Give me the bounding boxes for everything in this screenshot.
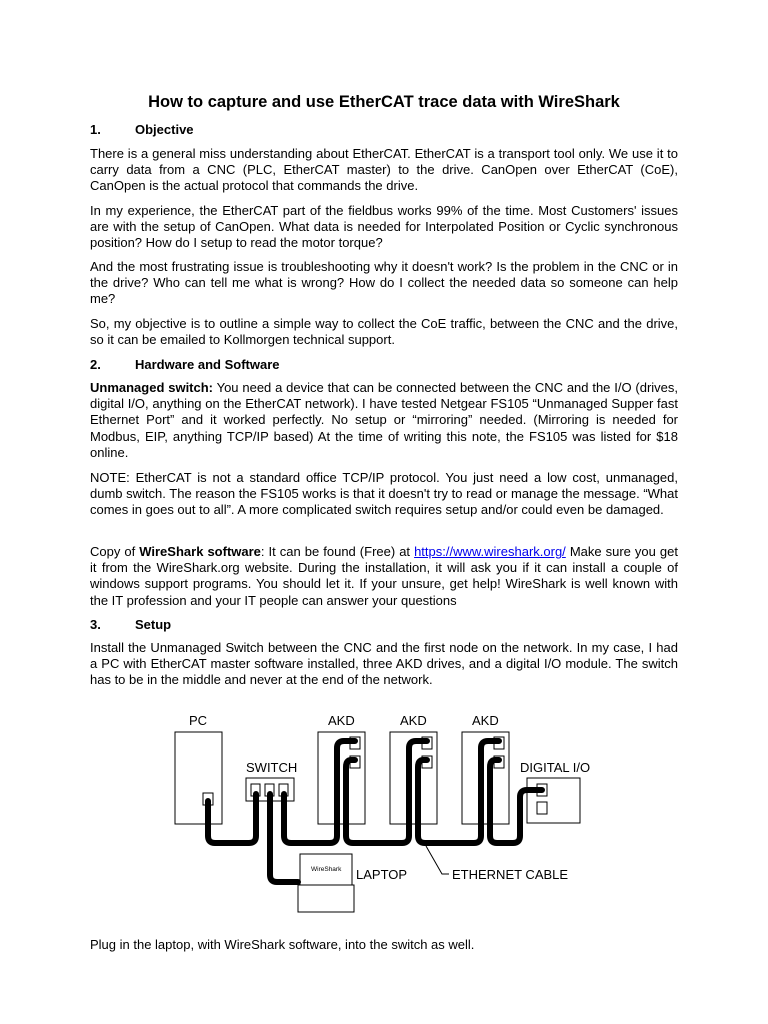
section-number: 1.: [90, 122, 101, 137]
switch-label: Unmanaged switch:: [90, 380, 214, 395]
page-title: How to capture and use EtherCAT trace data with WireShark: [148, 93, 620, 111]
pc-box: [175, 732, 222, 824]
cable-callout-line: [426, 846, 449, 874]
section-heading-setup: [90, 617, 171, 632]
section-number: 2.: [90, 357, 101, 372]
switch-label-text: SWITCH: [246, 760, 298, 775]
akd-label-1: AKD: [328, 713, 355, 728]
setup-paragraph: Install the Unmanaged Switch between the CNC and the first node on the network. In my case, I had a PC with EtherCAT master software installed, three AKD drives, and a digital I/O module. The switch has to be in the middle and never at the end of the network.: [90, 640, 678, 688]
akd-label-3: AKD: [472, 713, 499, 728]
laptop-label: LAPTOP: [356, 867, 408, 882]
ethernet-cable-label: ETHERNET CABLE: [452, 867, 569, 882]
copy-mid: : It can be found (Free) at: [260, 544, 415, 559]
wireshark-link[interactable]: https://www.wireshark.org/: [414, 544, 566, 559]
switch-paragraph: [90, 380, 678, 461]
digital-io-port-2: [537, 802, 547, 814]
section-heading-hardware: [90, 357, 280, 372]
section-title: Hardware and Software: [135, 357, 280, 372]
switch-text: You need a device that can be connected between the CNC and the I/O (drives, digital I/O, anything on the EtherCAT network). I have tested Netgear FS105 “Unmanaged Supper fast Ethernet Port” and it worked perfectly. No setup or “mirroring” needed. (Mirroring is needed for Modbus, EIP, anything TCP/IP based) At the time of writing this note, the FS105 was listed for $18 online.: [90, 380, 678, 460]
laptop-screen-text: WireShark: [311, 866, 342, 873]
section-heading-objective: [90, 122, 194, 137]
wireshark-label: WireShark software: [139, 544, 261, 559]
objective-paragraph-4: So, my objective is to outline a simple way to collect the CoE traffic, between the CNC and the drive, so it can be emailed to Kollmorgen technical support.: [90, 316, 678, 348]
digital-io-box: [527, 778, 580, 823]
pc-label: PC: [189, 713, 208, 728]
section-title: Setup: [135, 617, 172, 632]
setup-closing-paragraph: Plug in the laptop, with WireShark software, into the switch as well.: [90, 937, 475, 952]
objective-paragraph-2: In my experience, the EtherCAT part of the fieldbus works 99% of the time. Most Customers' issues are with the setup of CanOpen. What data is needed for Interpolated Position or Cyclic synchronous position? How do I setup to read the motor torque?: [90, 203, 678, 251]
wireshark-paragraph: [90, 544, 678, 609]
note-paragraph: NOTE: EtherCAT is not a standard office TCP/IP protocol. You just need a low cost, unmanaged, dumb switch. The reason the FS105 works is that it doesn't try to read or manage the message. “What comes in goes out to all”. A more complicated switch requires setup and/or could even be damaged.: [90, 470, 678, 518]
section-title: Objective: [135, 122, 194, 137]
digital-io-label: DIGITAL I/O: [520, 760, 591, 775]
copy-prefix: Copy of: [90, 544, 140, 559]
akd-label-2: AKD: [400, 713, 427, 728]
section-number: 3.: [90, 617, 101, 632]
objective-paragraph-1: There is a general miss understanding about EtherCAT. EtherCAT is a transport tool only. We use it to carry data from a CNC (PLC, EtherCAT master) to the drive. CanOpen over EtherCAT (CoE), CanOpen is the actual protocol that commands the drive.: [90, 146, 678, 194]
laptop-base: [298, 885, 354, 912]
copy-rest: Make sure you get it from the WireShark.org website. During the installation, it will ask you if it can install a couple of windows support programs. You should let it. If your unsure, get help! WireShark is well known with the IT profession and your IT people can answer your questions: [90, 544, 678, 608]
objective-paragraph-3: And the most frustrating issue is troubleshooting why it doesn't work? Is the problem in the CNC or in the drive? Who can tell me what is wrong? How do I collect the needed data so someone can help me?: [90, 259, 678, 307]
network-diagram: [150, 705, 630, 920]
